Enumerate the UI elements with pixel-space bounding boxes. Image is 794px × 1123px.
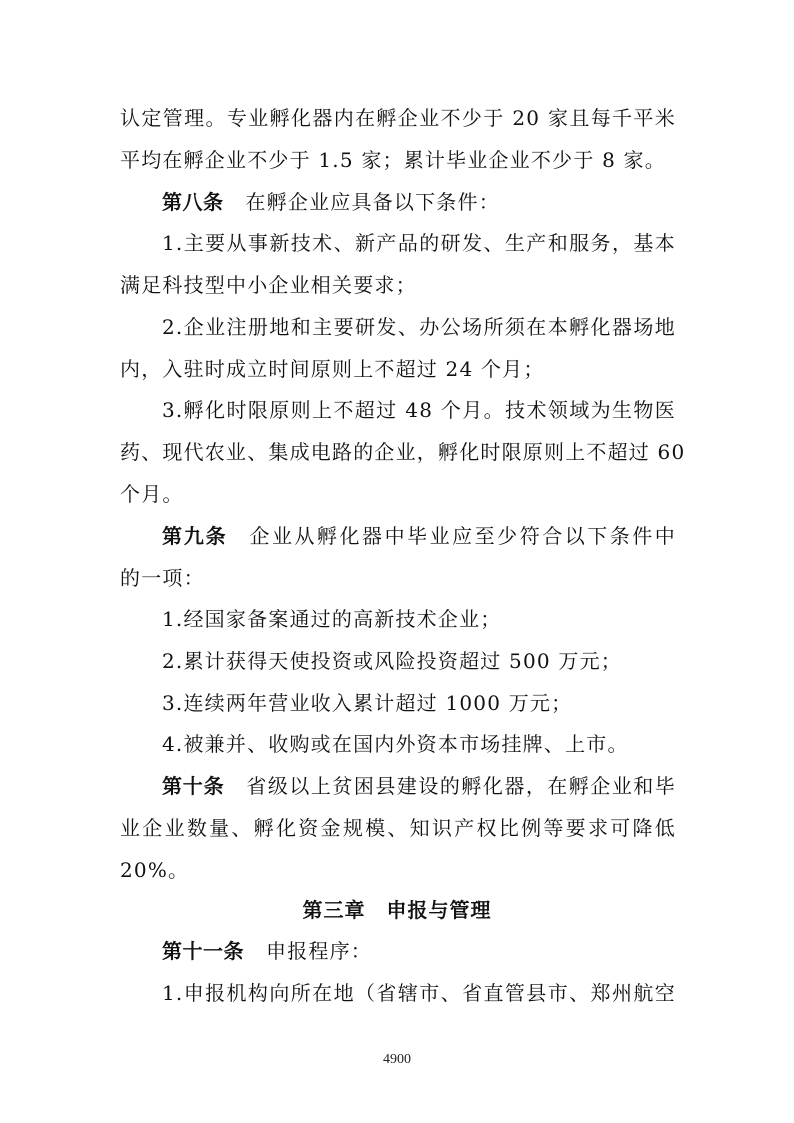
text-line: 3.孵化时限原则上不超过 48 个月。技术领域为生物医 (162, 398, 676, 422)
text-line: 内，入驻时成立时间原则上不超过 24 个月； (120, 357, 545, 381)
article-9-heading: 第九条 (162, 524, 228, 548)
text-line: 业企业数量、孵化资金规模、知识产权比例等要求可降低 (120, 816, 676, 840)
text-line: 4.被兼并、收购或在国内外资本市场挂牌、上市。 (162, 732, 629, 756)
article-11-heading: 第十一条 (162, 939, 244, 963)
text-line: 20%。 (120, 858, 190, 882)
article-9-paragraph (162, 515, 676, 557)
text-line: 认定管理。专业孵化器内在孵企业不少于 20 家且每千平米 (120, 106, 676, 130)
article-8-paragraph (162, 181, 676, 223)
text-line: 满足科技型中小企业相关要求； (120, 273, 417, 297)
text-line: 省级以上贫困县建设的孵化器，在孵企业和毕 (246, 774, 677, 798)
text-line: 平均在孵企业不少于 1.5 家；累计毕业企业不少于 8 家。 (120, 148, 666, 172)
text-line: 药、现代农业、集成电路的企业，孵化时限原则上不超过 60 (120, 440, 686, 464)
article-8-heading: 第八条 (162, 190, 224, 214)
page-number: 4900 (383, 1052, 411, 1067)
text-line: 在孵企业应具备以下条件： (245, 190, 500, 214)
text-line: 企业从孵化器中毕业应至少符合以下条件中 (249, 524, 677, 548)
text-line: 2.企业注册地和主要研发、办公场所须在本孵化器场地 (162, 315, 676, 339)
text-line: 个月。 (120, 482, 184, 506)
article-10-heading: 第十条 (162, 774, 225, 798)
text-line: 1.主要从事新技术、新产品的研发、生产和服务，基本 (162, 231, 676, 255)
text-line: 1.申报机构向所在地（省辖市、省直管县市、郑州航空 (162, 981, 676, 1005)
text-line: 1.经国家备案通过的高新技术企业； (162, 607, 502, 631)
text-line: 申报程序： (266, 939, 372, 963)
text-line: 的一项： (120, 566, 205, 590)
chapter-title: 第三章 申报与管理 (302, 898, 492, 922)
text-line: 3.连续两年营业收入累计超过 1000 万元； (162, 691, 573, 715)
article-10-paragraph (162, 765, 676, 807)
article-11-paragraph (162, 930, 676, 972)
text-line: 2.累计获得天使投资或风险投资超过 500 万元； (162, 649, 622, 673)
